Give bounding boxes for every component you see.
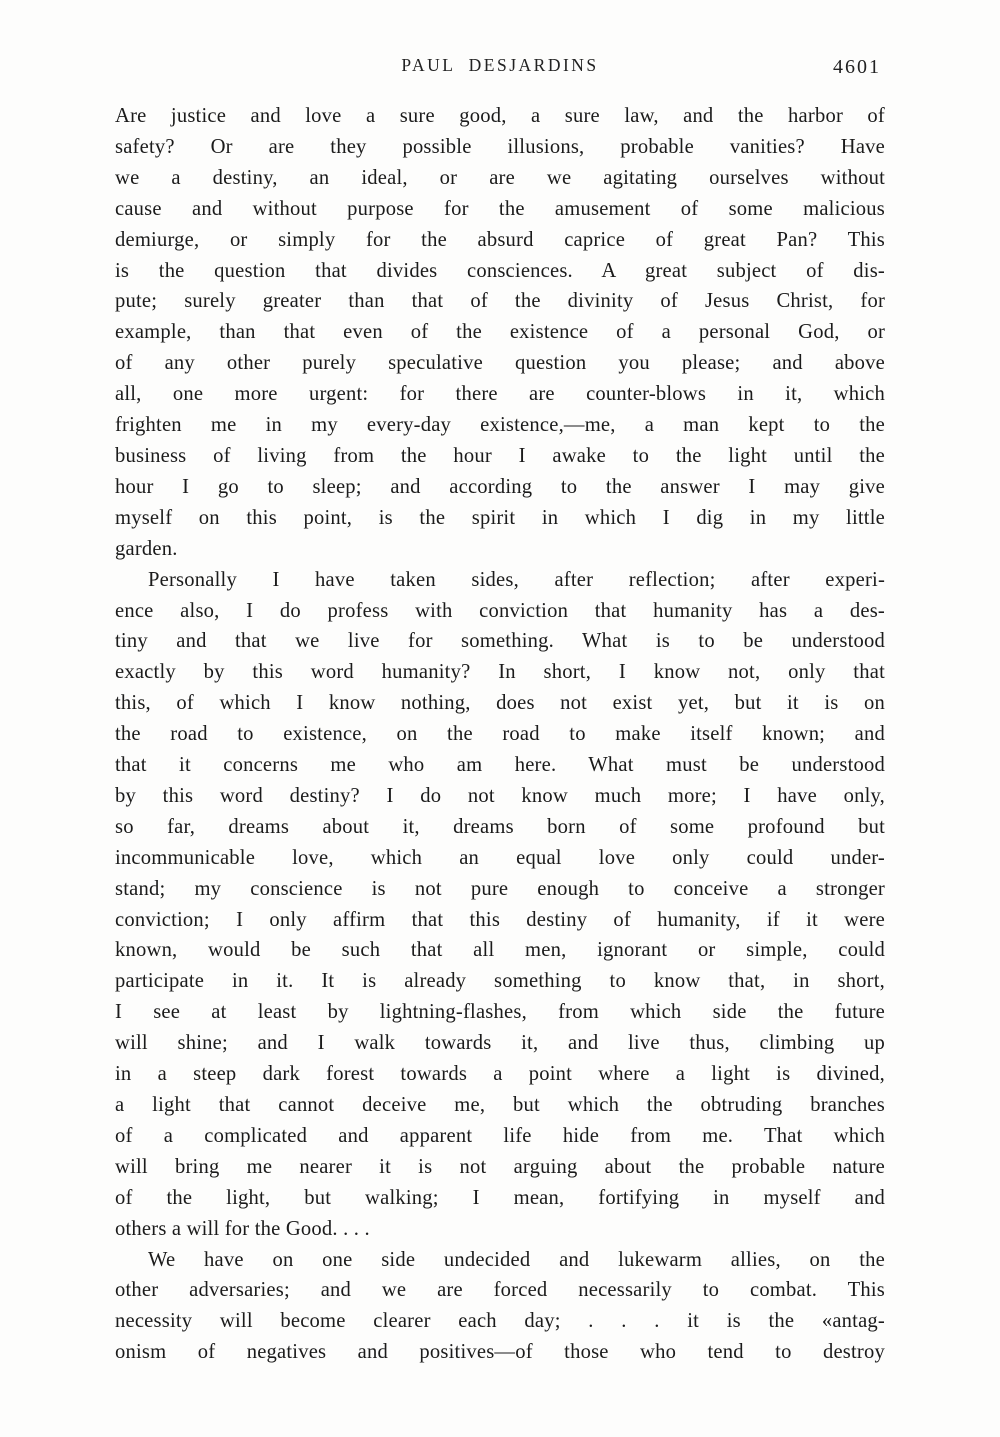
text-line: garden. xyxy=(115,537,178,560)
text-line: will bring me nearer it is not arguing about the probable nature xyxy=(115,1155,885,1178)
running-title: PAUL DESJARDINS xyxy=(401,55,599,75)
text-line: the road to existence, on the road to make itself known; and xyxy=(115,723,885,746)
text-line: necessity will become clearer each day; . . . it is the «antag- xyxy=(115,1310,885,1333)
page-body xyxy=(115,101,885,1368)
page-number: 4601 xyxy=(833,56,881,78)
text-line: example, than that even of the existence of a personal God, or xyxy=(115,321,885,344)
text-line: we a destiny, an ideal, or are we agitating ourselves without xyxy=(115,166,885,189)
text-line: tiny and that we live for something. What is to be understood xyxy=(115,630,885,653)
text-line: so far, dreams about it, dreams born of some profound but xyxy=(115,815,885,838)
text-line: incommunicable love, which an equal love only could under- xyxy=(115,846,885,869)
text-line: hour I go to sleep; and according to the answer I may give xyxy=(115,475,885,498)
text-line: demiurge, or simply for the absurd caprice of great Pan? This xyxy=(115,228,885,251)
text-line: is the question that divides consciences. A great subject of dis- xyxy=(115,259,885,282)
page-header xyxy=(115,55,885,83)
text-line: participate in it. It is already something to know that, in short, xyxy=(115,970,885,993)
text-line: of a complicated and apparent life hide from me. That which xyxy=(115,1124,885,1147)
text-line: all, one more urgent: for there are counter-blows in it, which xyxy=(115,383,885,406)
text-line: in a steep dark forest towards a point where a light is divined, xyxy=(115,1063,885,1086)
text-line: conviction; I only affirm that this destiny of humanity, if it were xyxy=(115,908,885,931)
text-line: pute; surely greater than that of the divinity of Jesus Christ, for xyxy=(115,290,885,313)
paragraph-3 xyxy=(115,1245,885,1369)
text-line: of any other purely speculative question you please; and above xyxy=(115,352,885,375)
paragraph-2 xyxy=(115,565,885,1245)
text-line: exactly by this word humanity? In short, I know not, only that xyxy=(115,661,885,684)
text-line: others a will for the Good. . . . xyxy=(115,1217,370,1240)
text-line: Personally I have taken sides, after reflection; after experi- xyxy=(148,568,885,591)
text-line: other adversaries; and we are forced necessarily to combat. This xyxy=(115,1279,885,1302)
text-line: that it concerns me who am here. What must be understood xyxy=(115,754,885,777)
text-line: will shine; and I walk towards it, and live thus, climbing up xyxy=(115,1032,885,1055)
text-line: business of living from the hour I awake to the light until the xyxy=(115,444,885,467)
text-line: this, of which I know nothing, does not exist yet, but it is on xyxy=(115,692,885,715)
text-line: by this word destiny? I do not know much more; I have only, xyxy=(115,784,885,807)
text-line: I see at least by lightning-flashes, from which side the future xyxy=(115,1001,885,1024)
text-line: frighten me in my every-day existence,—me, a man kept to the xyxy=(115,414,885,437)
text-line: We have on one side undecided and lukewarm allies, on the xyxy=(148,1248,885,1271)
paragraph-1 xyxy=(115,101,885,565)
text-line: stand; my conscience is not pure enough to conceive a stronger xyxy=(115,877,885,900)
text-line: safety? Or are they possible illusions, probable vanities? Have xyxy=(115,135,885,158)
text-line: known, would be such that all men, ignorant or simple, could xyxy=(115,939,885,962)
text-line: ence also, I do profess with conviction that humanity has a des- xyxy=(115,599,885,622)
text-line: onism of negatives and positives—of those who tend to destroy xyxy=(115,1341,885,1364)
text-line: myself on this point, is the spirit in which I dig in my little xyxy=(115,506,885,529)
text-line: of the light, but walking; I mean, fortifying in myself and xyxy=(115,1186,885,1209)
text-line: Are justice and love a sure good, a sure law, and the harbor of xyxy=(115,105,885,127)
text-line: cause and without purpose for the amusement of some malicious xyxy=(115,197,885,220)
text-line: a light that cannot deceive me, but which the obtruding branches xyxy=(115,1094,885,1116)
